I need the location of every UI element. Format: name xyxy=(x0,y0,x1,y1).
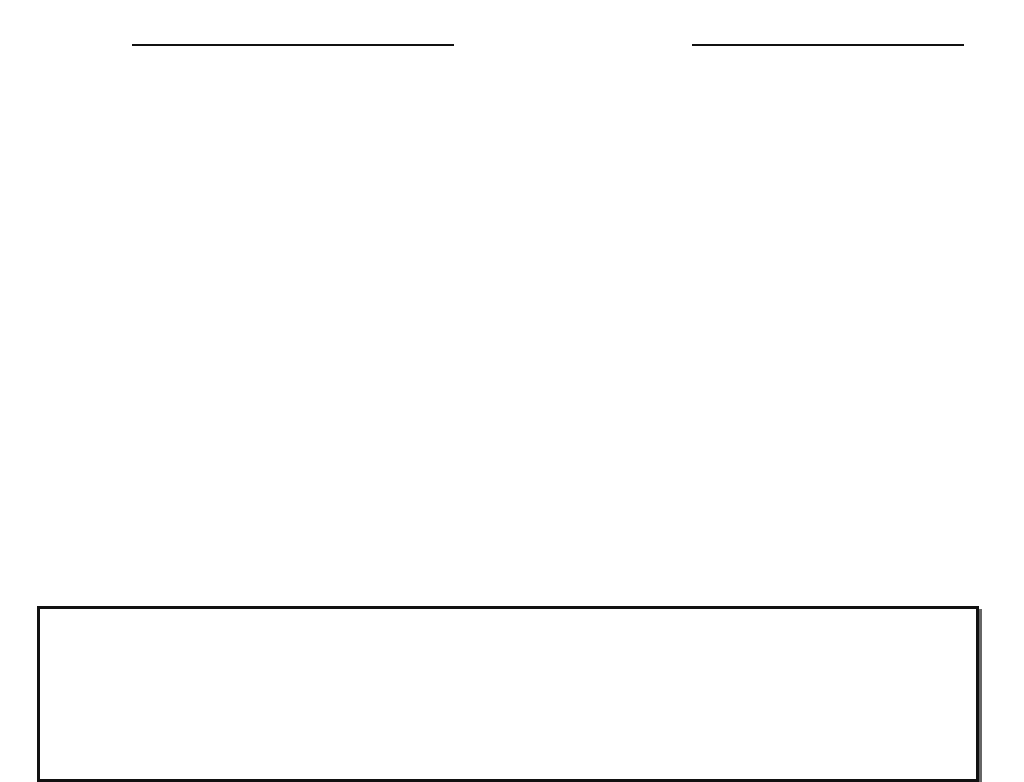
drawing-box[interactable] xyxy=(37,606,979,782)
